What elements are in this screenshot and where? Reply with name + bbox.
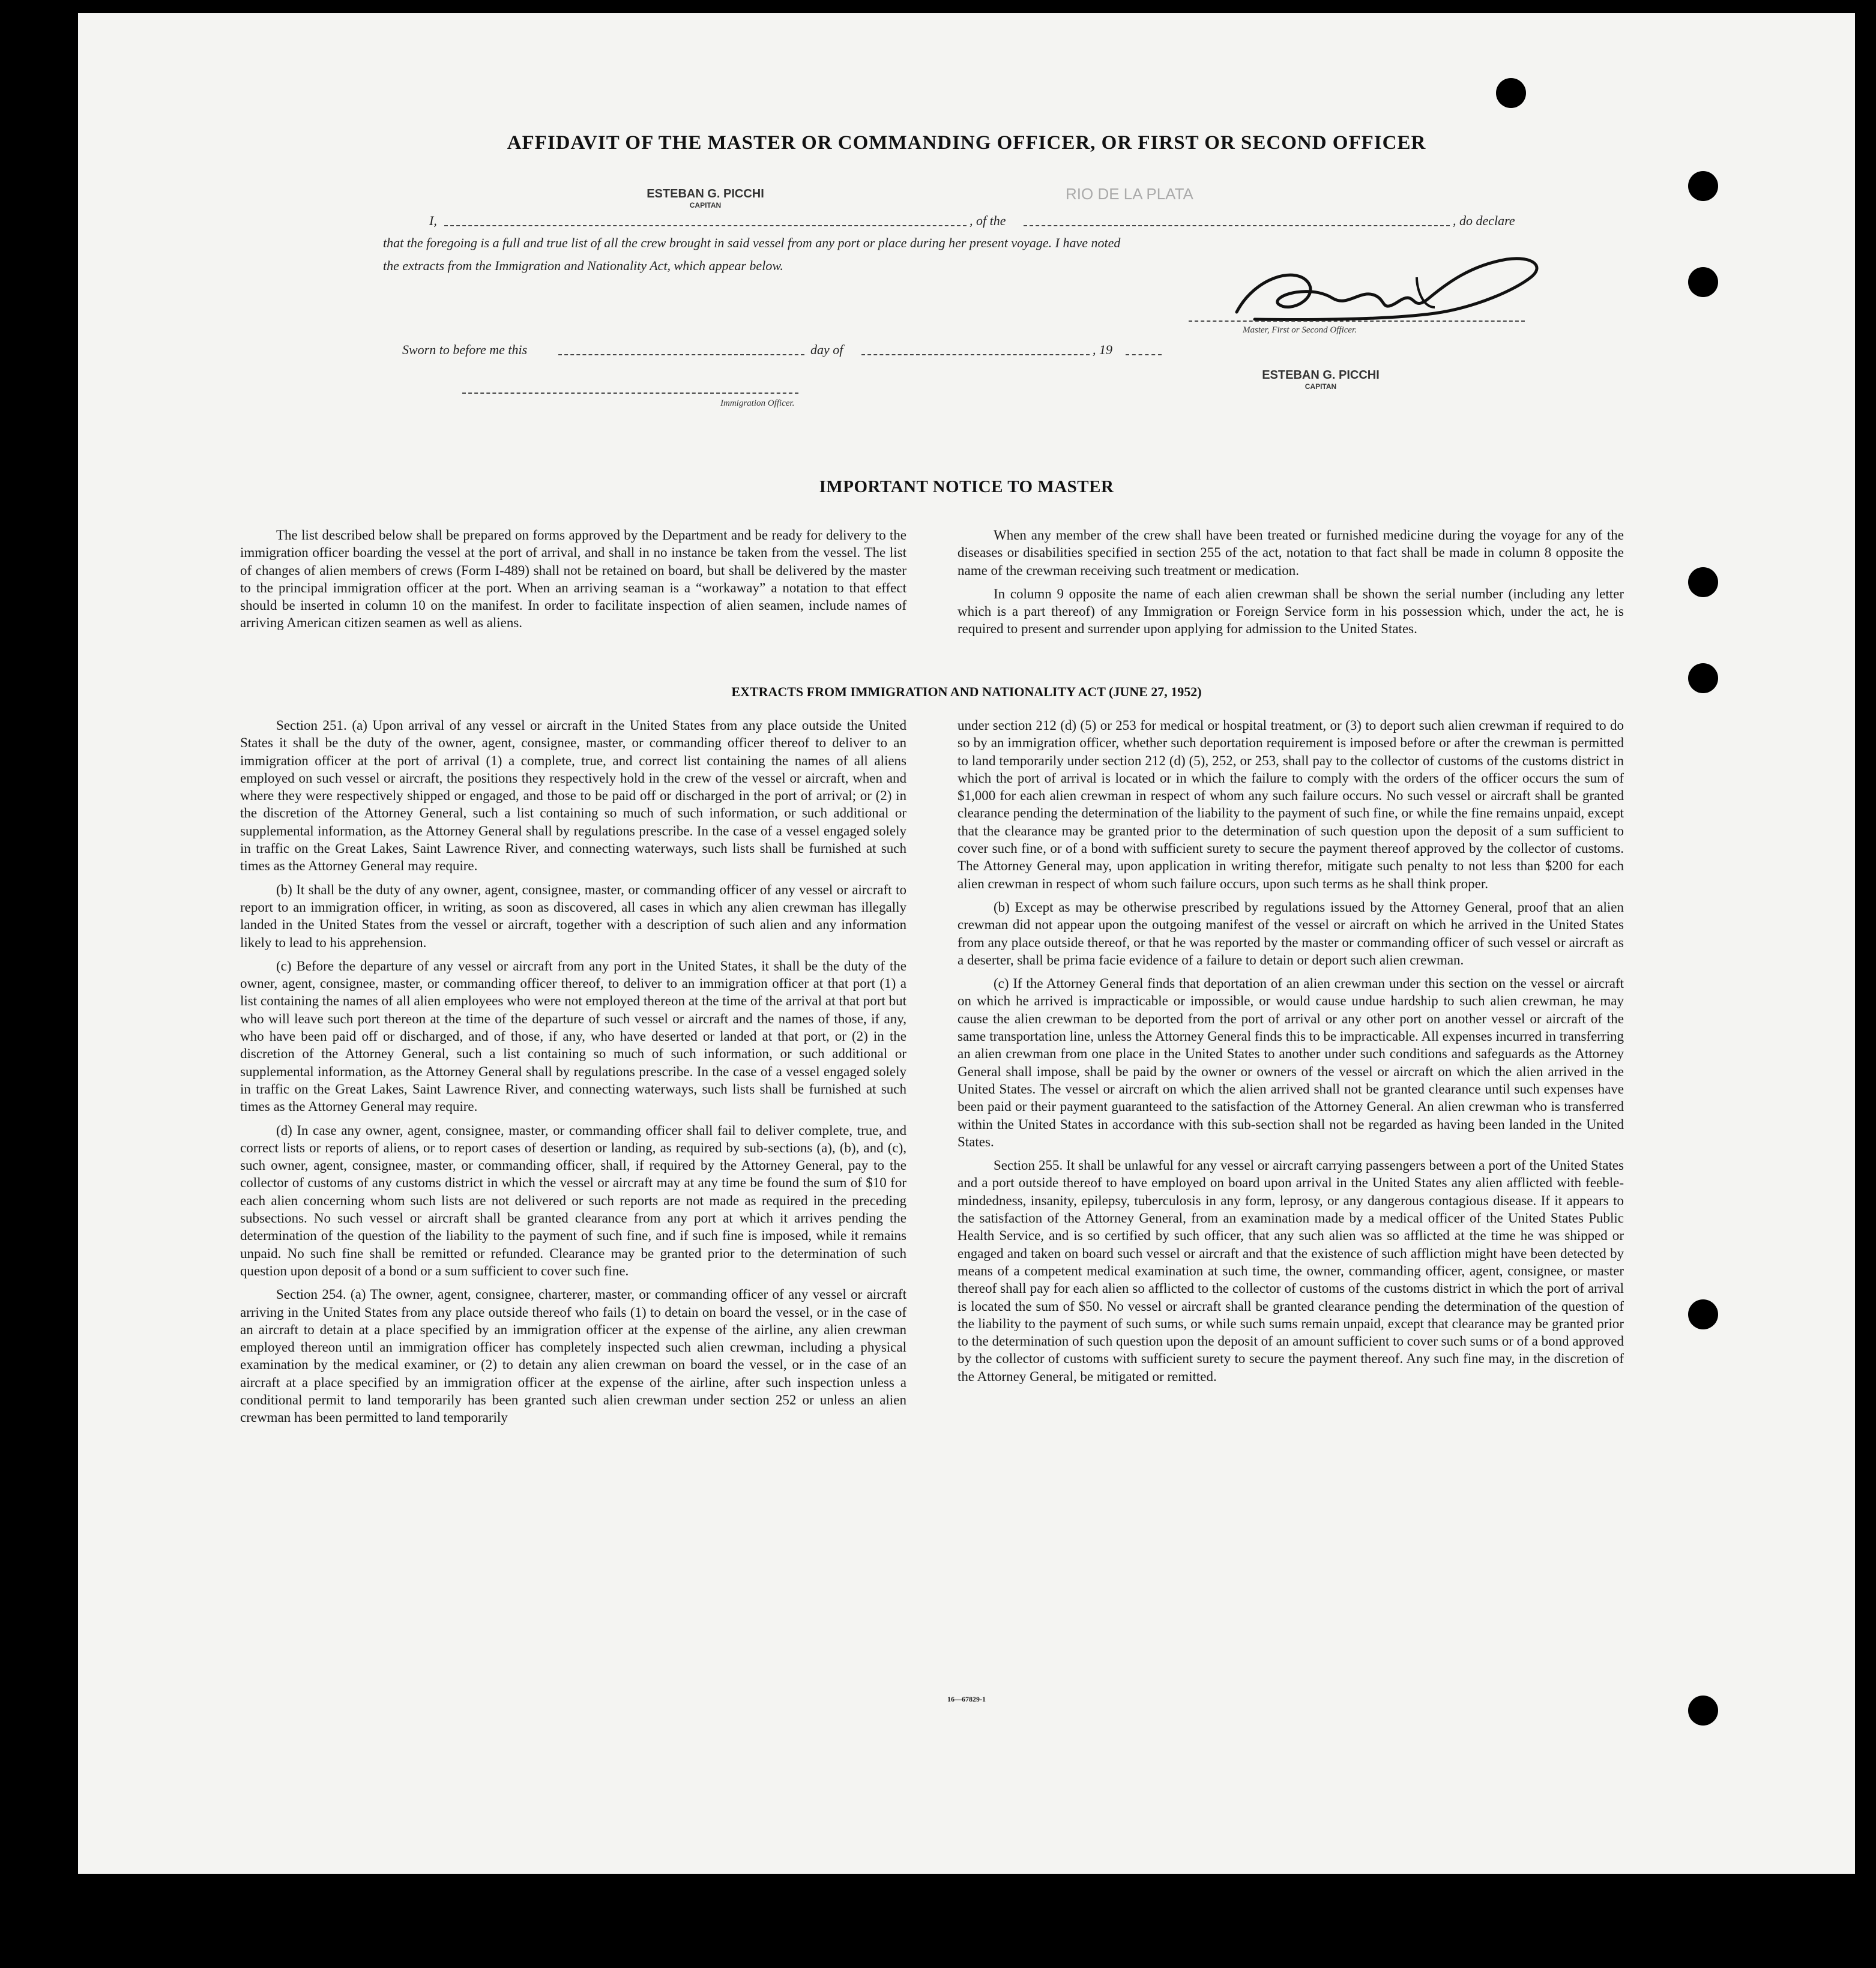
punch-hole	[1496, 78, 1526, 108]
extract-paragraph: (b) Except as may be otherwise prescribed by regulations issued by the Attorney General, proof that an alien crewman did not appear upon the outgoing manifest of the vessel or aircraft on which he arrived in the United States from any place outside thereof, or that he was reported by the master or commanding officer of such vessel or aircraft as a deserter, shall be prima facie evidence of a failure to detain or deport such alien crewman.	[958, 899, 1624, 967]
punch-hole	[1688, 567, 1718, 597]
notice-right-paragraph: When any member of the crew shall have been treated or furnished medicine during the voyage for any of the diseases or disabilities specified in section 255 of the act, notation to that fact shall be made in column 8 opposite the name of the crewman receiving such treatment or medication.	[958, 528, 1624, 578]
notice-right-paragraph: In column 9 opposite the name of each alien crewman shall be shown the serial number (including any letter which is a part thereof) of any Immigration or Foreign Service form in his possession which, under the act, he is required to present and surrender upon applying for admission to the United States.	[958, 586, 1624, 637]
punch-hole	[1688, 663, 1718, 693]
extracts-title: EXTRACTS FROM IMMIGRATION AND NATIONALITY ACT (JUNE 27, 1952)	[731, 684, 1202, 699]
declaration-line-3: the extracts from the Immigration and Nationality Act, which appear below.	[383, 258, 783, 273]
form-code: 16—67829-1	[947, 1695, 986, 1703]
notice-right-column	[958, 526, 1624, 644]
extract-paragraph: (d) In case any owner, agent, consignee, master, or commanding officer shall fail to deliver complete, true, and correct lists or reports of aliens, or to report cases of desertion or landing, as required by sub-sections (a), (b), and (c), such owner, agent, consignee, master, or commanding officer, shall, if required by the Attorney General, pay to the collector of customs of any customs district in which the vessel or aircraft may at any time be found the sum of $10 for each alien concerning whom such lists are not delivered or such reports are not made as required in the preceding subsections. No such vessel or aircraft shall be granted clearance from any port at which it arrives pending the determination of the question of the liability to the payment of such fine, and if such fine is imposed, while it remains unpaid. No such fine shall be remitted or refunded. Clearance may be granted prior to the determination of such question upon deposit of a bond or a sum sufficient to cover such fine.	[240, 1122, 906, 1278]
punch-hole	[1688, 171, 1718, 201]
extract-paragraph: Section 251. (a) Upon arrival of any vessel or aircraft in the United States from any place outside the United States it shall be the duty of the owner, agent, consignee, master, or commanding officer thereof to deliver to an immigration officer at the port of arrival (1) a complete, true, and correct list containing the names of all aliens employed on such vessel or aircraft, the positions they respectively hold in the crew of the vessel or aircraft, when and where they were respectively shipped or engaged, and those to be paid off or discharged in the port of arrival; or (2) in the discretion of the Attorney General, such a list containing so much of such information, or such additional or supplemental information, as the Attorney General shall by regulations prescribe. In the case of a vessel engaged solely in traffic on the Great Lakes, Saint Lawrence River, and connecting waterways, such lists shall be furnished at such times as the Attorney General may require.	[240, 718, 906, 874]
extract-paragraph: (b) It shall be the duty of any owner, agent, consignee, master, or commanding officer of any vessel or aircraft to report to an immigration officer, in writing, as soon as discovered, all cases in which any alien crewman has illegally landed in the United States from the vessel or aircraft, together with a description of such alien and any information likely to lead to his apprehension.	[240, 882, 906, 950]
sworn-label: Sworn to before me this	[402, 342, 528, 357]
extract-paragraph: Section 254. (a) The owner, agent, consignee, charterer, master, or commanding officer of any vessel or aircraft arriving in the United States from any place outside thereof who fails (1) to detain on board the vessel, or in the case of an aircraft to detain at a place specified by an immigration officer at the expense of the airline, any alien crewman employed thereon until an immigration officer has completely inspected such alien crewman, including a physical examination by the medical examiner, or (2) to detain any alien crewman on board the vessel, or in the case of an aircraft at a place specified by an immigration officer at the expense of the airline, after such inspection unless a conditional permit to land temporarily has been granted such alien crewman under section 252 or unless an alien crewman has been permitted to land temporarily	[240, 1287, 906, 1425]
of-the-label: , of the	[970, 213, 1006, 228]
master-name-line	[444, 225, 967, 226]
master-name-stamp: ESTEBAN G. PICCHI CAPITAN	[647, 187, 764, 209]
immigration-officer-line	[462, 393, 798, 394]
punch-hole	[1688, 1696, 1718, 1726]
year-label: , 19	[1093, 342, 1112, 357]
extract-paragraph: under section 212 (d) (5) or 253 for medical or hospital treatment, or (3) to deport such alien crewman if required to do so by an immigration officer, whether such deportation requirement is imposed before or after the crewman is permitted to land temporarily under section 212 (d) (5), 252, or 253, shall pay to the collector of customs of the customs district in which the port of arrival is located or in which the failure to comply with the orders of the officer occurs the sum of $1,000 for each alien crewman in respect of whom any such failure occurs. No such vessel or aircraft shall be granted clearance pending the determination of the liability to the payment of such fine, or while the fine remains unpaid, except that the clearance may be granted prior to the determination of such question upon the deposit of a sum sufficient to cover such fine, or of a bond with sufficient surety to secure the payment thereof approved by the collector of customs. The Attorney General may, upon application in writing therefor, mitigate such penalty to not less than $200 for each alien crewman in respect of whom such failure occurs, upon such terms as he shall think proper.	[958, 718, 1624, 891]
extract-paragraph: Section 255. It shall be unlawful for any vessel or aircraft carrying passengers between a port of the United States and a port outside thereof to have employed on board upon arrival in the United States any alien afflicted with feeble-mindedness, insanity, epilepsy, tuberculosis in any form, leprosy, or any dangerous contagious disease. If it appears to the satisfaction of the Attorney General, from an examination made by a medical officer of the United States Public Health Service, and is so certified by such officer, that any such alien was so afflicted at the time he was shipped or engaged and taken on board such vessel or aircraft and that the existence of such affliction might have been detected by means of a competent medical examination at such time, the owner, commanding officer, agent, consignee, or master thereof shall pay for each alien so afflicted to the collector of customs of the customs district in which the port of arrival is located the sum of $50. No vessel or aircraft shall be granted clearance pending the determination of the question of the liability to the payment of such sums, or while such sums remain unpaid, except that clearance may be granted prior to the determination of such question upon the deposit of an amount sufficient to cover such sums or of a bond approved by the collector of customs with sufficient surety to secure the payment thereof. Any such fine may, in the discretion of the Attorney General, be mitigated or remitted.	[958, 1158, 1624, 1384]
vessel-name-stamp: RIO DE LA PLATA	[1066, 185, 1193, 203]
day-of-label: day of	[810, 342, 843, 357]
signature-caption: Master, First or Second Officer.	[1243, 325, 1357, 335]
notice-title: IMPORTANT NOTICE TO MASTER	[819, 477, 1114, 496]
signer-stamp: ESTEBAN G. PICCHI CAPITAN	[1262, 369, 1380, 391]
sworn-month-line	[861, 354, 1090, 355]
declaration-line-2: that the foregoing is a full and true list of all the crew brought in said vessel from any port or place during her present voyage. I have noted	[383, 235, 1121, 250]
form-sheet	[78, 13, 1855, 1874]
extract-paragraph: (c) Before the departure of any vessel or aircraft from any port in the United States, it shall be the duty of the owner, agent, consignee, master, or commanding officer thereof, to deliver to an immigration officer at that port (1) a list containing the names of all alien employees who were not employed thereon at the time of the arrival at that port but who will leave such port thereon at the time of the departure of such vessel or aircraft and the names of those, if any, who have been paid off or discharged, and of those, if any, who have deserted or landed at that port, or (2) in the discretion of the Attorney General, such a list containing so much of such information, or such additional or supplemental information, as the Attorney General shall by regulations prescribe. In the case of a vessel engaged solely in traffic on the Great Lakes, Saint Lawrence River, and connecting waterways, such lists shall be furnished at such times as the Attorney General may require.	[240, 958, 906, 1115]
master-signature	[1219, 241, 1555, 331]
vessel-name-line	[1024, 225, 1450, 226]
punch-hole	[1688, 1299, 1718, 1329]
do-declare-label: , do declare	[1453, 213, 1515, 228]
affidavit-title: AFFIDAVIT OF THE MASTER OR COMMANDING OFFICER, OR FIRST OR SECOND OFFICER	[507, 132, 1426, 154]
punch-hole	[1688, 267, 1718, 297]
signature-line	[1189, 320, 1525, 322]
notice-left-column	[240, 526, 906, 638]
extracts-right-column	[958, 717, 1624, 1391]
sworn-day-line	[558, 354, 804, 355]
affidavit-i-label: I,	[429, 213, 437, 228]
immigration-officer-caption: Immigration Officer.	[720, 399, 795, 408]
extracts-left-column	[240, 717, 906, 1433]
sworn-year-line	[1126, 354, 1162, 355]
extract-paragraph: (c) If the Attorney General finds that deportation of an alien crewman under this section on the vessel or aircraft on which he arrived is impracticable or impossible, or would cause undue hardship to such alien crewman, he may cause the alien crewman to be deported from the port of arrival or any other port on another vessel or aircraft of the same transportation line, unless the Attorney General finds this to be impracticable. All expenses incurred in transferring an alien crewman from one place in the United States to another under such conditions and safeguards as the Attorney General shall impose, shall be paid by the owner or owners of the vessel or aircraft on which the alien arrived in the United States. The vessel or aircraft on which the alien arrived shall not be granted clearance until such expenses have been paid or their payment guaranteed to the satisfaction of the Attorney General. An alien crewman who is transferred within the United States in accordance with this sub-section shall not be regarded as having been landed in the United States.	[958, 976, 1624, 1149]
notice-left-paragraph: The list described below shall be prepared on forms approved by the Department and be ready for delivery to the immigration officer boarding the vessel at the port of arrival, and shall in no instance be taken from the vessel. The list of changes of alien members of crews (Form I-489) shall not be retained on board, but shall be delivered by the master to the principal immigration officer at the port. When an arriving seaman is a “workaway” a notation to that effect should be inserted in column 10 on the manifest. In order to facilitate inspection of alien seamen, include names of arriving American citizen seamen as well as aliens.	[240, 528, 906, 631]
